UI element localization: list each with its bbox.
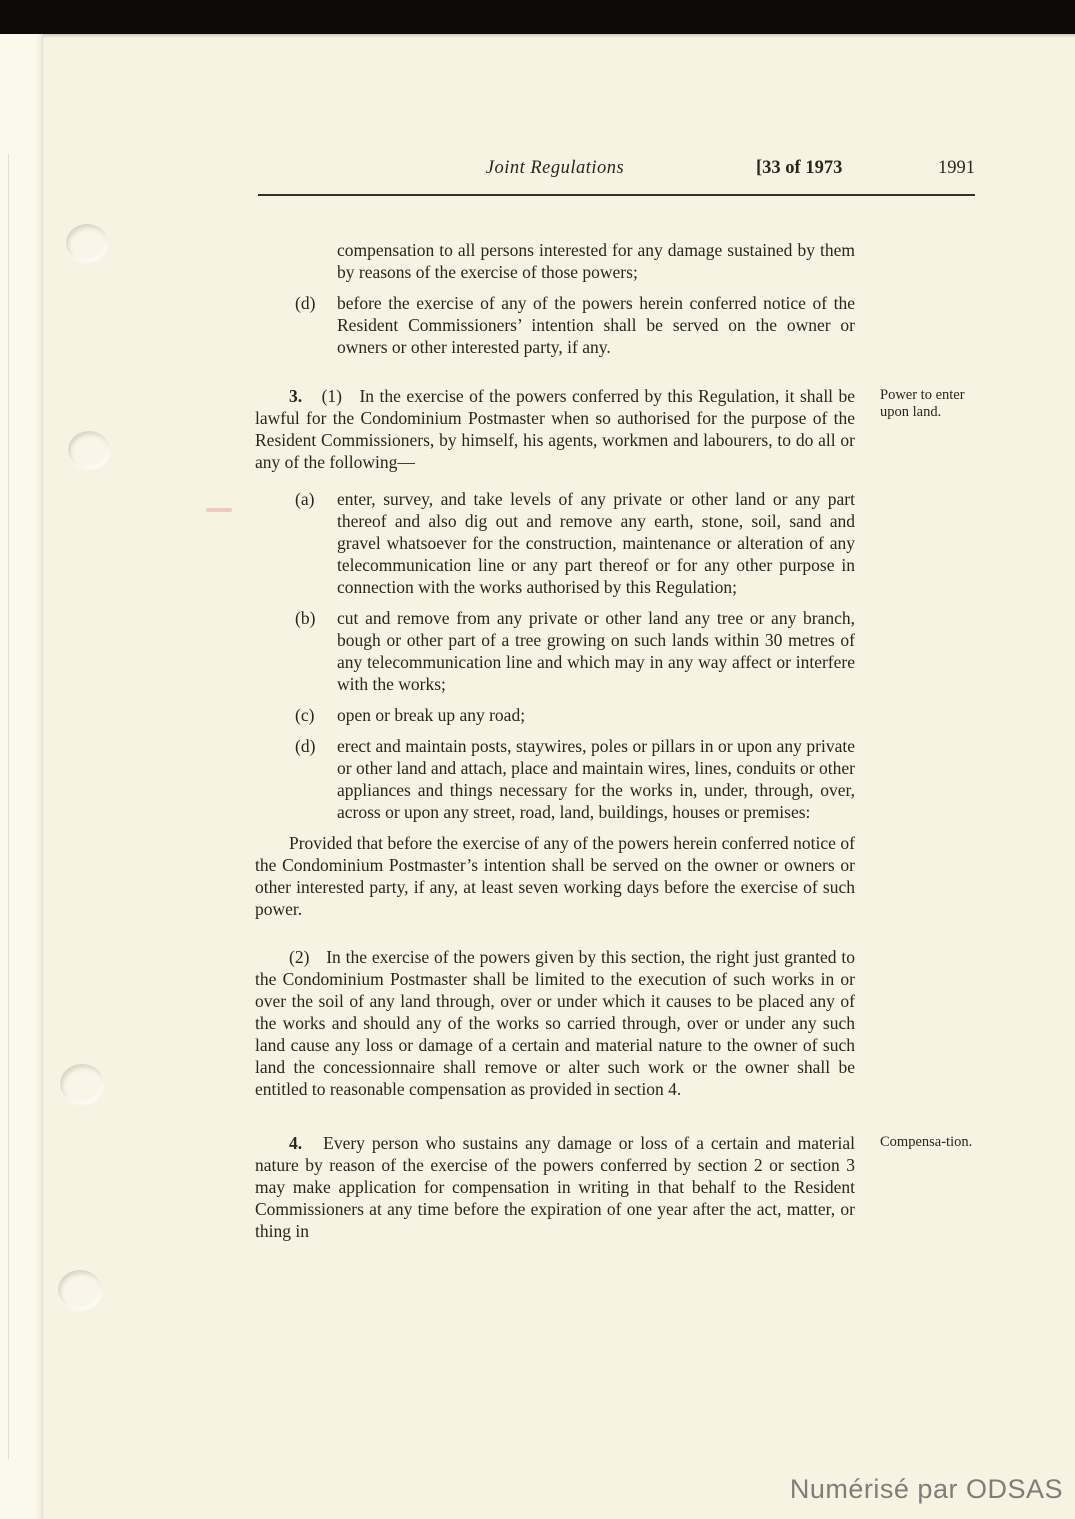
page-left-edge xyxy=(0,34,43,1519)
pink-ink-mark xyxy=(206,508,232,512)
list-item-text: enter, survey, and take levels of any private or other land or any part thereof and also dig out and remove any earth, stone, soil, sand and gravel whatsoever for the construction, maintenance or alteration of any telecommunication line or any part thereof or for any other purpose in connection with the works authorised by this Regulation; xyxy=(337,489,855,597)
text-column xyxy=(255,214,973,1242)
list-item-c xyxy=(255,704,855,726)
list-item-text: before the exercise of any of the powers herein conferred notice of the Resident Commissioners’ intention shall be served on the owner or owners or other interested party, if any. xyxy=(337,293,855,357)
subsection-number: (1) xyxy=(321,386,342,406)
list-item-label xyxy=(295,239,337,283)
list-item-label: (c) xyxy=(295,705,315,725)
page-number: 1991 xyxy=(938,158,975,178)
section-number: 3. xyxy=(289,386,303,406)
citation: [33 of 1973 xyxy=(756,158,843,178)
paragraph-text: Every person who sustains any damage or loss of a certain and material nature by reason of the exercise of the powers conferred by section 2 or section 3 may make application for compensation in writing in that behalf to the Resident Commissioners at any time before the expiration of one year after the act, matter, or thing in xyxy=(255,1133,856,1241)
section-4-paragraph xyxy=(255,1132,973,1242)
paragraph-text: In the exercise of the powers conferred by this Regulation, it shall be lawful for the Condominium Postmaster when so authorised for the purpose of the Resident Commissioners, by himself, his agents, workmen and labourers, to do all or any of the following— xyxy=(255,386,856,472)
section-3-paragraph xyxy=(255,385,965,473)
running-title: Joint Regulations xyxy=(485,158,625,178)
punch-hole xyxy=(58,1270,102,1310)
list-item-label: (d) xyxy=(295,736,316,756)
page-crease-line xyxy=(8,154,9,1459)
subsection-number: (2) xyxy=(289,947,310,967)
margin-note-power-to-enter: Power to enter upon land. xyxy=(880,387,965,420)
margin-note-compensation: Compensa-tion. xyxy=(880,1134,973,1150)
list-item-label: (a) xyxy=(295,489,315,509)
punch-hole xyxy=(60,1064,104,1104)
paragraph-text: Provided that before the exercise of any of the powers herein conferred notice of the Condominium Postmaster’s intention shall be served on the owner or owners or other interested party, if any, at least seven working days before the exercise of such power. xyxy=(255,833,855,919)
list-item-text: compensation to all persons interested for any damage sustained by them by reasons of the exercise of those powers; xyxy=(337,240,855,282)
list-item-continuation xyxy=(255,239,855,283)
list-item-a xyxy=(255,488,855,598)
watermark: Numérisé par ODSAS xyxy=(789,1474,1063,1504)
section-number: 4. xyxy=(289,1133,303,1153)
section-3-2-paragraph xyxy=(255,946,855,1100)
page-header xyxy=(258,158,975,186)
punch-hole xyxy=(68,431,110,469)
proviso-paragraph xyxy=(255,832,855,920)
scan-top-edge xyxy=(0,0,1075,34)
list-item-label: (d) xyxy=(295,293,316,313)
punch-hole xyxy=(66,224,108,262)
list-item-text: cut and remove from any private or other land any tree or any branch, bough or other part of a tree growing on such lands within 30 metres of any telecommunication line and which may in any way affect or interfere with the works; xyxy=(337,608,855,694)
list-item-label: (b) xyxy=(295,608,316,628)
list-item-text: erect and maintain posts, staywires, poles or pillars in or upon any private or other land and attach, place and maintain wires, lines, conduits or other appliances and things necessary for the works in, under, through, over, across or upon any street, road, land, buildings, houses or premises: xyxy=(337,736,855,822)
list-item-text: open or break up any road; xyxy=(337,705,526,725)
header-rule xyxy=(258,194,975,196)
list-item-b xyxy=(255,607,855,695)
list-item-d xyxy=(255,292,855,358)
paragraph-text: In the exercise of the powers given by this section, the right just granted to the Condominium Postmaster shall be limited to the execution of such works in or over the soil of any land through, over or under which it causes to be placed any of the works and should any of the works so carried through, over or under any such land cause any loss or damage of a certain and material nature to the owner of such land the concessionnaire shall remove or alter such work or the owner shall be entitled to reasonable compensation as provided in section 4. xyxy=(255,947,856,1099)
list-item-d2 xyxy=(255,735,855,823)
